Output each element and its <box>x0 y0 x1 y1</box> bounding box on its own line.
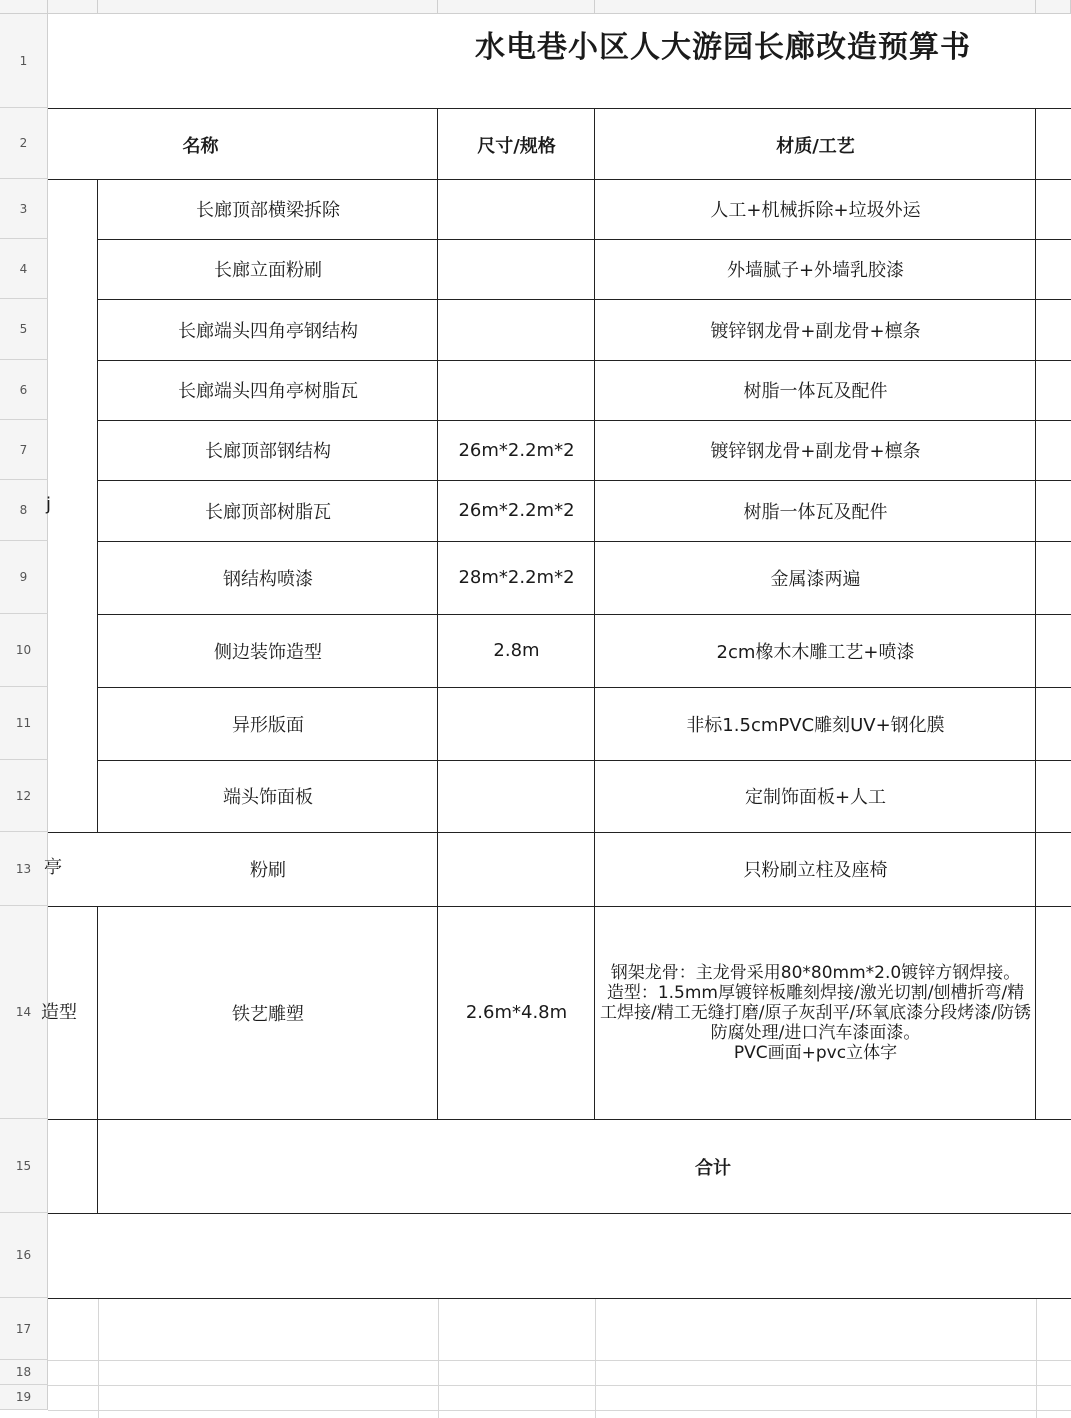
row-header[interactable]: 18 <box>0 1360 48 1385</box>
item-name-cell[interactable]: 粉刷 <box>250 860 286 881</box>
item-size-cell[interactable]: 2.6m*4.8m <box>465 1002 568 1023</box>
item-name-cell[interactable]: 端头饰面板 <box>223 787 313 808</box>
row-header[interactable]: 6 <box>0 360 48 420</box>
row-header[interactable]: 8 <box>0 480 48 541</box>
column-header-c[interactable] <box>98 0 438 14</box>
row-header[interactable]: 9 <box>0 541 48 614</box>
item-size-cell[interactable] <box>438 239 595 299</box>
item-name-cell[interactable]: 铁艺雕塑 <box>232 1003 304 1025</box>
column-header-e[interactable] <box>595 0 1036 14</box>
item-size-cell[interactable] <box>438 760 595 832</box>
item-material-cell[interactable]: 外墙腻子+外墙乳胶漆 <box>726 260 905 281</box>
item-size-cell[interactable] <box>438 179 595 239</box>
item-material-cell[interactable]: 只粉刷立柱及座椅 <box>743 860 888 881</box>
partial-text-row13: 亭 <box>44 857 62 878</box>
item-material-cell[interactable]: 定制饰面板+人工 <box>744 787 887 808</box>
item-size-cell[interactable] <box>438 832 595 906</box>
sheet-title[interactable]: 水电巷小区人大游园长廊改造预算书 <box>475 30 971 65</box>
row-header[interactable]: 4 <box>0 239 48 299</box>
row-header[interactable]: 13 <box>0 832 48 906</box>
item-name-cell[interactable]: 长廊顶部树脂瓦 <box>205 501 331 523</box>
item-material-cell[interactable]: 树脂一体瓦及配件 <box>743 501 888 523</box>
row-header[interactable]: 12 <box>0 760 48 832</box>
item-material-cell[interactable]: 人工+机械拆除+垃圾外运 <box>710 200 921 221</box>
item-size-cell[interactable] <box>438 360 595 420</box>
row-header[interactable]: 1 <box>0 14 48 108</box>
header-size[interactable]: 尺寸/规格 <box>477 135 556 157</box>
header-material[interactable]: 材质/工艺 <box>776 135 855 157</box>
row-header[interactable]: 3 <box>0 179 48 239</box>
item-material-cell[interactable]: 钢架龙骨：主龙骨采用80*80mm*2.0镀锌方钢焊接。 造型：1.5mm厚镀锌板雕刻焊接/激光切割/刨槽折弯/精工焊接/精工无缝打磨/原子灰刮平/环氧底漆分段烤漆/防锈防腐处理/进口汽车漆面漆。 PVC画面+pvc立体字 <box>600 962 1031 1063</box>
item-size-cell[interactable]: 2.8m <box>493 640 540 661</box>
item-size-cell[interactable]: 26m*2.2m*2 <box>458 500 575 521</box>
row-header[interactable]: 14 <box>0 906 48 1119</box>
item-name-cell[interactable]: 异形版面 <box>232 714 304 736</box>
column-header-b[interactable] <box>48 0 98 14</box>
partial-text-row8: j <box>46 494 52 515</box>
item-name-cell[interactable]: 长廊端头四角亭树脂瓦 <box>178 381 358 402</box>
row-header[interactable]: 2 <box>0 108 48 179</box>
row-header[interactable]: 10 <box>0 614 48 687</box>
row-header[interactable]: 16 <box>0 1213 48 1298</box>
item-name-cell[interactable]: 长廊端头四角亭钢结构 <box>178 320 358 342</box>
item-name-cell[interactable]: 侧边装饰造型 <box>214 641 322 663</box>
row-header[interactable]: 19 <box>0 1385 48 1410</box>
item-name-cell[interactable]: 长廊顶部钢结构 <box>205 441 331 462</box>
item-name-cell[interactable]: 长廊立面粉刷 <box>214 260 322 281</box>
header-name[interactable]: 名称 <box>182 135 219 157</box>
row-header[interactable]: 7 <box>0 420 48 480</box>
item-size-cell[interactable]: 28m*2.2m*2 <box>458 567 575 588</box>
item-material-cell[interactable]: 镀锌钢龙骨+副龙骨+檩条 <box>710 441 921 462</box>
row-header[interactable]: 11 <box>0 687 48 760</box>
column-header-d[interactable] <box>438 0 595 14</box>
row-header[interactable]: 15 <box>0 1119 48 1213</box>
row-header[interactable]: 17 <box>0 1298 48 1360</box>
partial-text-row14: 造型 <box>41 1002 77 1023</box>
total-label[interactable]: 合计 <box>695 1158 731 1179</box>
item-size-cell[interactable] <box>438 299 595 360</box>
item-size-cell[interactable] <box>438 687 595 760</box>
column-header-f[interactable] <box>1036 0 1071 14</box>
item-material-cell[interactable]: 金属漆两遍 <box>770 568 861 590</box>
item-material-cell[interactable]: 非标1.5cmPVC雕刻UV+钢化膜 <box>686 714 945 736</box>
item-material-cell[interactable]: 树脂一体瓦及配件 <box>743 381 888 402</box>
item-size-cell[interactable]: 26m*2.2m*2 <box>458 439 575 461</box>
column-header-a[interactable] <box>0 0 48 14</box>
item-name-cell[interactable]: 钢结构喷漆 <box>223 568 313 590</box>
row-header[interactable]: 5 <box>0 299 48 360</box>
item-material-cell[interactable]: 2cm橡木木雕工艺+喷漆 <box>716 641 915 663</box>
item-name-cell[interactable]: 长廊顶部横梁拆除 <box>196 200 340 221</box>
item-material-cell[interactable]: 镀锌钢龙骨+副龙骨+檩条 <box>710 320 921 342</box>
